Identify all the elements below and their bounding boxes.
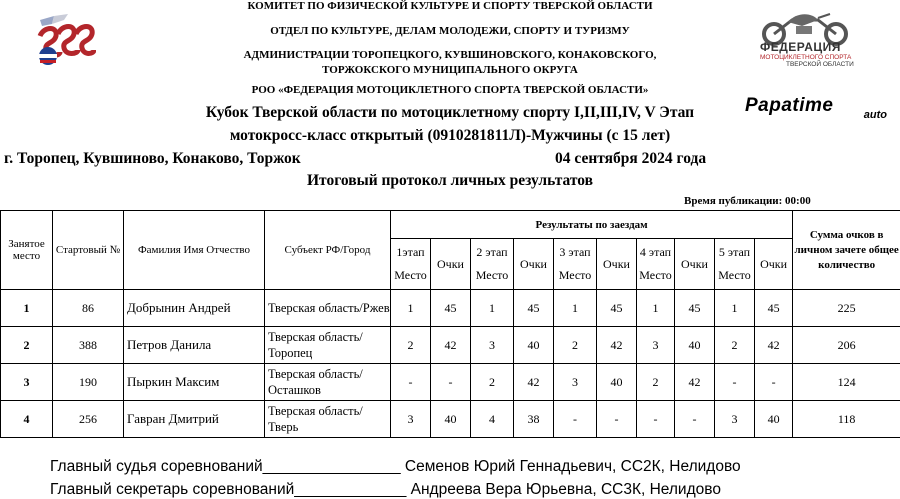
athlete-name-cell: Петров Данила <box>124 327 265 364</box>
stage-5-place-header: 5 этап Место <box>715 239 755 290</box>
col-total-header: Сумма очков в личном зачете общее количество <box>793 211 900 290</box>
stage-5-place-cell: 1 <box>715 290 755 327</box>
stage-2-place-cell: 1 <box>471 290 514 327</box>
stage-2-place-cell: 2 <box>471 364 514 401</box>
stage-4-place-header: 4 этап Место <box>637 239 675 290</box>
stage-3-place-header: 3 этап Место <box>554 239 597 290</box>
stage-4-place-cell: 2 <box>637 364 675 401</box>
stage-3-points-cell: 40 <box>597 364 637 401</box>
athlete-name-cell: Гавран Дмитрий <box>124 401 265 438</box>
col-start-header: Стартовый № <box>53 211 124 290</box>
stage-4-place-cell: 3 <box>637 327 675 364</box>
table-row <box>1 327 900 364</box>
stage-2-place-header: 2 этап Место <box>471 239 514 290</box>
stage-2-place-cell: 4 <box>471 401 514 438</box>
stage-5-points-header: Очки <box>755 239 793 290</box>
stage-5-place-cell: 3 <box>715 401 755 438</box>
stage-4-points-cell: 45 <box>675 290 715 327</box>
stage-1-place-cell: 2 <box>391 327 431 364</box>
results-table <box>0 210 900 438</box>
total-points-cell: 206 <box>793 327 900 364</box>
stage-3-place-cell: - <box>554 401 597 438</box>
athlete-name-cell: Добрынин Андрей <box>124 290 265 327</box>
stage-1-points-cell: 40 <box>431 401 471 438</box>
title-line-2: мотокросс-класс открытый (0910281811Л)-Мужчины (с 15 лет) <box>0 127 900 145</box>
stage-1-place-cell: 3 <box>391 401 431 438</box>
stage-3-place-cell: 1 <box>554 290 597 327</box>
header-line-5: РОО «ФЕДЕРАЦИЯ МОТОЦИКЛЕТНОГО СПОРТА ТВЕРСКОЙ ОБЛАСТИ» <box>0 84 900 96</box>
stage-4-place-cell: 1 <box>637 290 675 327</box>
total-points-cell: 225 <box>793 290 900 327</box>
stage-5-points-cell: 40 <box>755 401 793 438</box>
stage-2-points-cell: 40 <box>514 327 554 364</box>
region-cell: Тверская область/Тверь <box>265 401 391 438</box>
stage-2-place-cell: 3 <box>471 327 514 364</box>
stage-4-points-cell: - <box>675 401 715 438</box>
stage-5-points-cell: 42 <box>755 327 793 364</box>
table-row <box>1 401 900 438</box>
col-name-header: Фамилия Имя Отчество <box>124 211 265 290</box>
publication-time: Время публикации: 00:00 <box>684 195 811 207</box>
total-points-cell: 118 <box>793 401 900 438</box>
competition-place: г. Торопец, Кувшиново, Конаково, Торжок <box>4 150 301 168</box>
header-line-2: ОТДЕЛ ПО КУЛЬТУРЕ, ДЕЛАМ МОЛОДЕЖИ, СПОРТУ И ТУРИЗМУ <box>0 25 900 37</box>
federation-word: ФЕДЕРАЦИЯ <box>760 40 841 54</box>
stage-4-points-cell: 42 <box>675 364 715 401</box>
stage-3-place-cell: 3 <box>554 364 597 401</box>
stage-5-place-cell: - <box>715 364 755 401</box>
region-cell: Тверская область/Торопец <box>265 327 391 364</box>
header-line-1: КОМИТЕТ ПО ФИЗИЧЕСКОЙ КУЛЬТУРЕ И СПОРТУ ТВЕРСКОЙ ОБЛАСТИ <box>0 0 900 12</box>
start-number-cell: 190 <box>53 364 124 401</box>
stage-1-place-cell: - <box>391 364 431 401</box>
place-cell: 2 <box>1 327 53 364</box>
stage-4-points-header: Очки <box>675 239 715 290</box>
stage-3-place-cell: 2 <box>554 327 597 364</box>
stage-3-points-cell: - <box>597 401 637 438</box>
table-row <box>1 290 900 327</box>
stage-4-place-cell: - <box>637 401 675 438</box>
stage-2-points-cell: 42 <box>514 364 554 401</box>
stage-2-points-cell: 45 <box>514 290 554 327</box>
federation-sub-1: МОТОЦИКЛЕТНОГО СПОРТА <box>760 54 851 61</box>
papatime-logo <box>745 96 891 124</box>
stage-2-points-header: Очки <box>514 239 554 290</box>
stage-5-place-cell: 2 <box>715 327 755 364</box>
header-line-3: АДМИНИСТРАЦИИ ТОРОПЕЦКОГО, КУВШИНОВСКОГО, КОНАКОВСКОГО, <box>0 49 900 61</box>
stage-1-points-cell: 42 <box>431 327 471 364</box>
stage-3-points-header: Очки <box>597 239 637 290</box>
stage-3-points-cell: 42 <box>597 327 637 364</box>
region-cell: Тверская область/Ржев <box>265 290 391 327</box>
federation-sub-2: ТВЕРСКОЙ ОБЛАСТИ <box>786 61 854 68</box>
place-cell: 3 <box>1 364 53 401</box>
header-line-4: ТОРЖОКСКОГО МУНИЦИПАЛЬНОГО ОКРУГА <box>0 64 900 76</box>
start-number-cell: 86 <box>53 290 124 327</box>
stage-2-points-cell: 38 <box>514 401 554 438</box>
federation-logo <box>752 8 862 68</box>
protocol-title: Итоговый протокол личных результатов <box>0 172 900 190</box>
col-place-header: Занятое место <box>1 211 53 290</box>
place-cell: 1 <box>1 290 53 327</box>
stage-1-points-cell: - <box>431 364 471 401</box>
papatime-sub: auto <box>864 109 887 121</box>
stage-4-points-cell: 40 <box>675 327 715 364</box>
athlete-name-cell: Пыркин Максим <box>124 364 265 401</box>
stage-3-points-cell: 45 <box>597 290 637 327</box>
papatime-word: Papatime <box>745 96 891 115</box>
competition-date: 04 сентября 2024 года <box>555 150 706 168</box>
chief-judge-line: Главный судья соревнований________________ Семенов Юрий Геннадьевич, СС2К, Нелидово <box>50 458 741 476</box>
total-points-cell: 124 <box>793 364 900 401</box>
stage-1-points-header: Очки <box>431 239 471 290</box>
region-cell: Тверская область/Осташков <box>265 364 391 401</box>
stage-5-points-cell: - <box>755 364 793 401</box>
table-row <box>1 364 900 401</box>
start-number-cell: 256 <box>53 401 124 438</box>
place-cell: 4 <box>1 401 53 438</box>
stage-1-points-cell: 45 <box>431 290 471 327</box>
col-results-header: Результаты по заездам <box>391 211 793 239</box>
chief-secretary-line: Главный секретарь соревнований_____________ Андреева Вера Юрьевна, СС3К, Нелидово <box>50 481 721 499</box>
stage-5-points-cell: 45 <box>755 290 793 327</box>
stage-1-place-cell: 1 <box>391 290 431 327</box>
committee-logo <box>34 12 96 72</box>
start-number-cell: 388 <box>53 327 124 364</box>
col-region-header: Субъект РФ/Город <box>265 211 391 290</box>
title-line-1: Кубок Тверской области по мотоциклетному спорту I,II,III,IV, V Этап <box>0 104 900 122</box>
stage-1-place-header: 1этап Место <box>391 239 431 290</box>
